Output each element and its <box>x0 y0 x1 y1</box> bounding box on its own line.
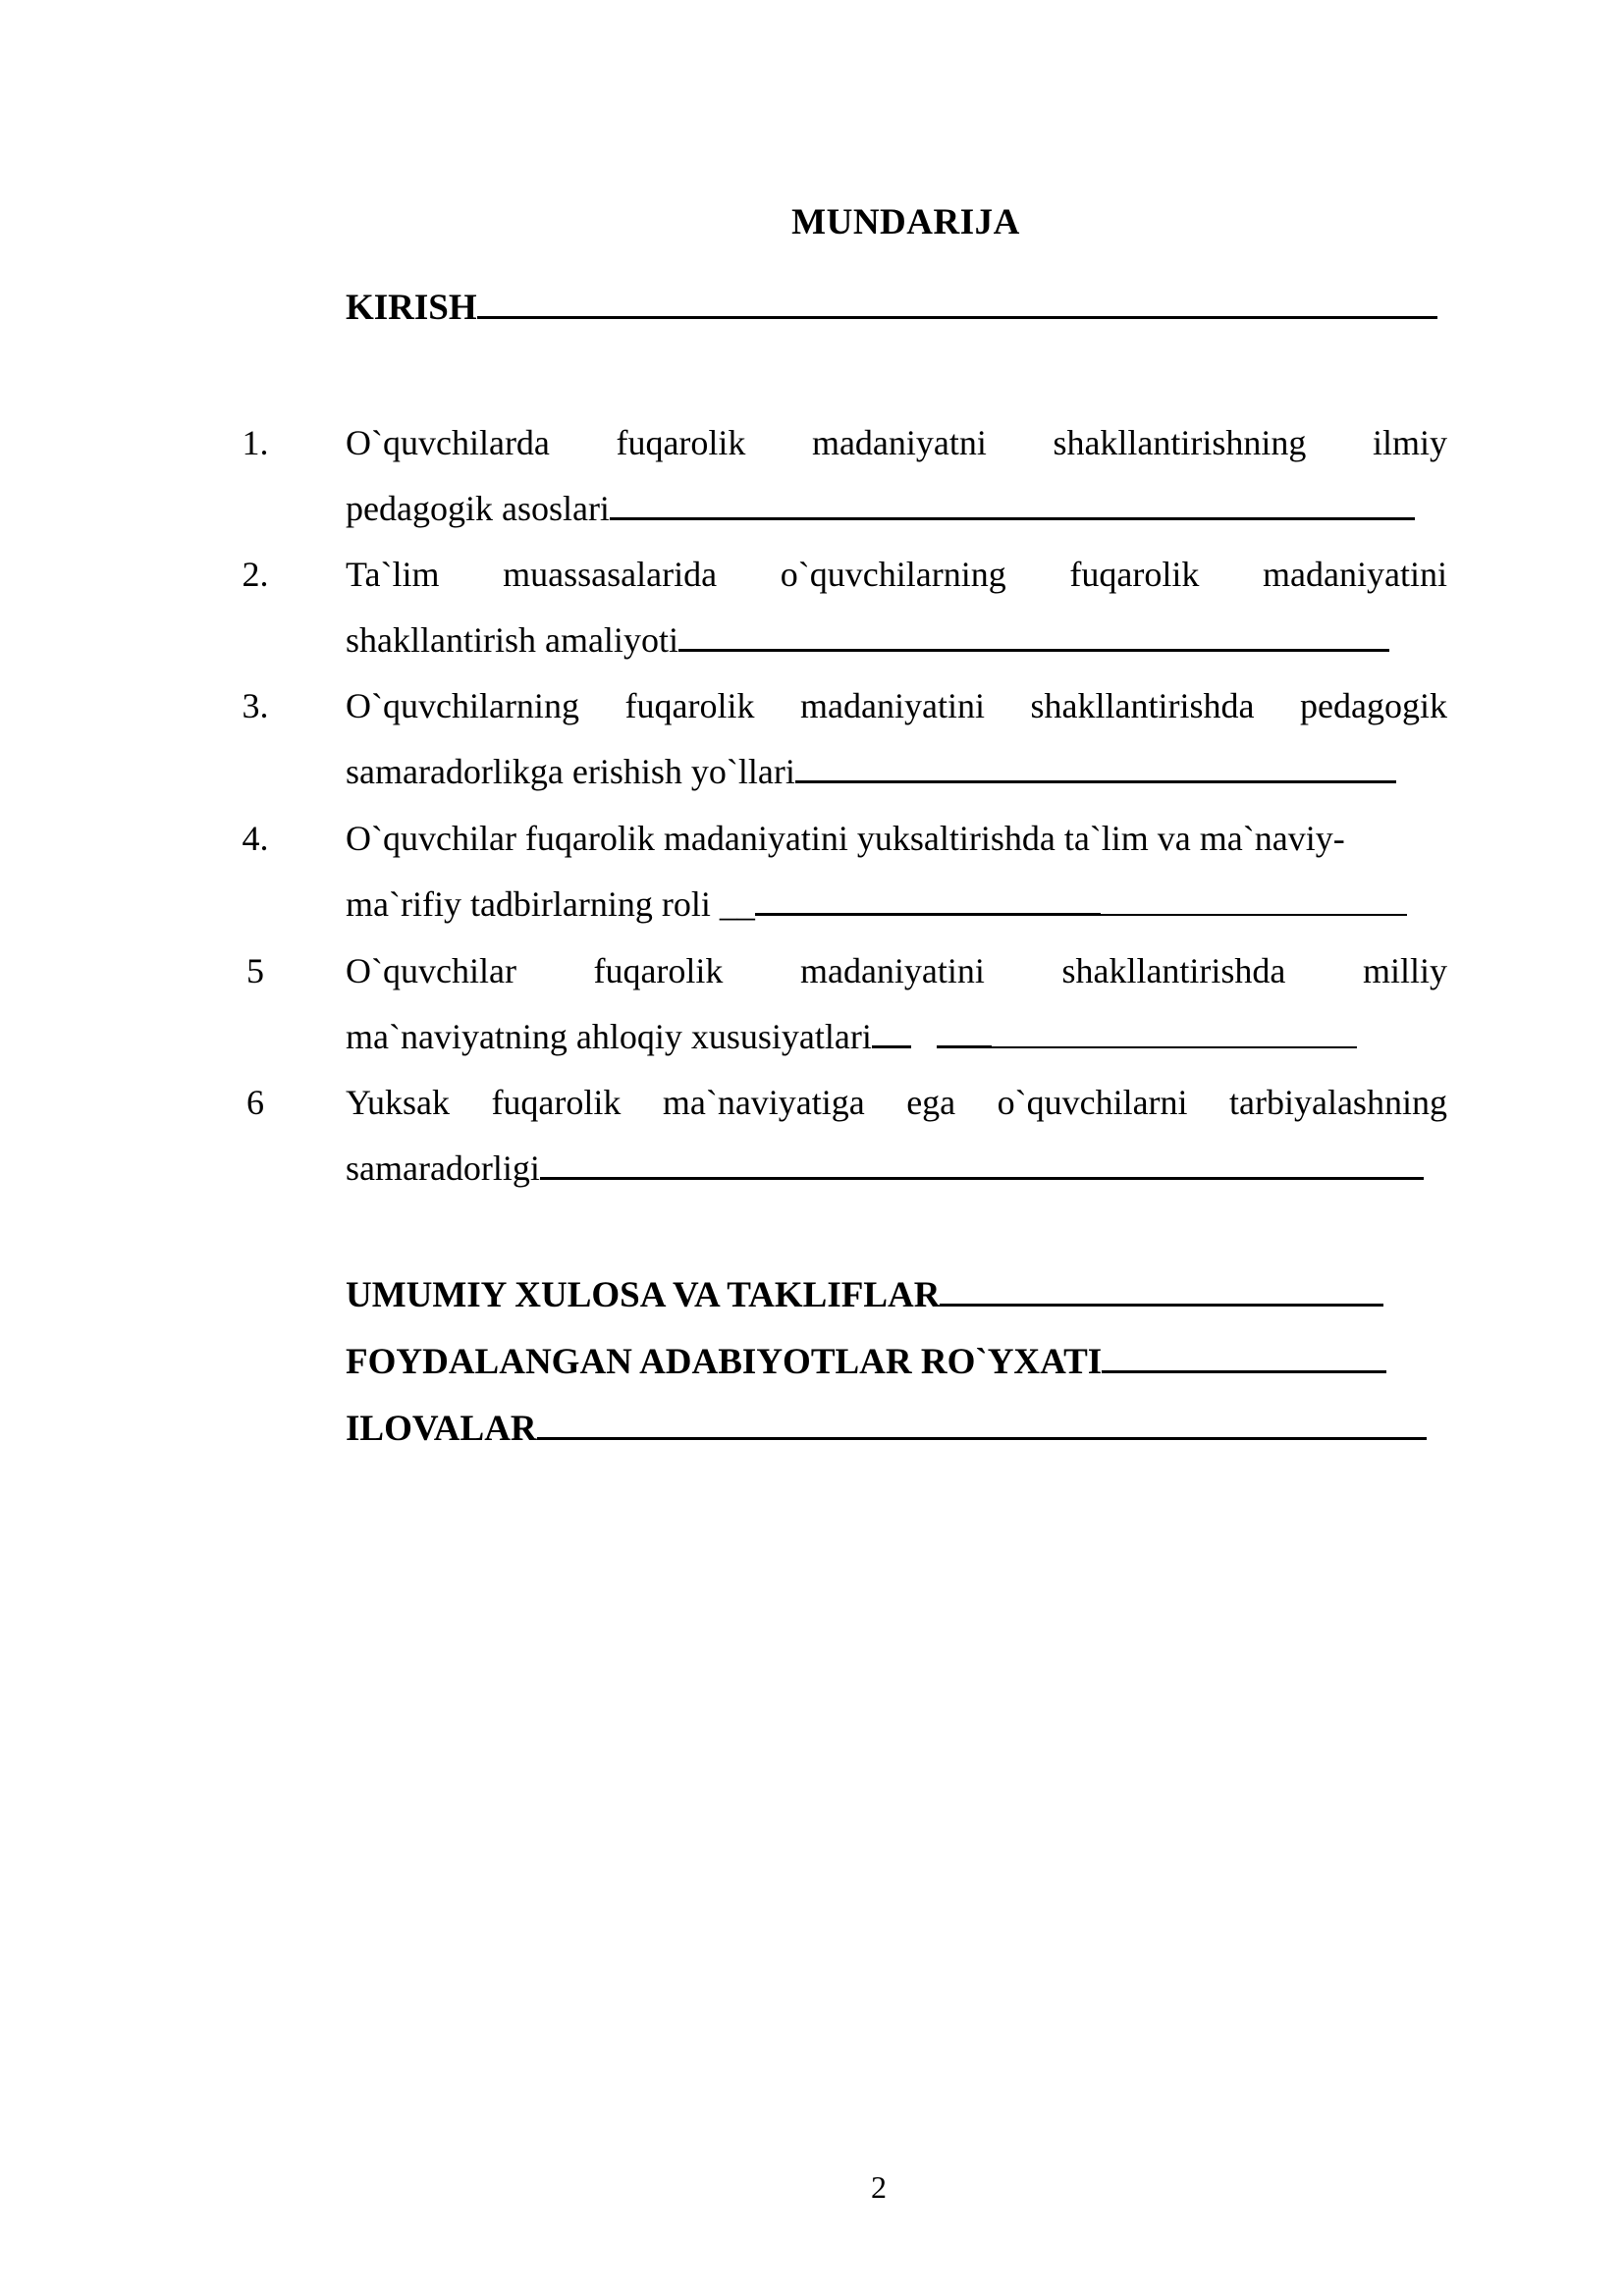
entry-word: ilmiy <box>1372 423 1447 462</box>
entry-word: tarbiyalashning <box>1229 1083 1447 1122</box>
entry-word: o`quvchilarning <box>780 555 1006 594</box>
toc-intro-label: KIRISH <box>346 288 477 328</box>
entry-word: fuqarolik <box>624 686 755 725</box>
entry-title-line2: ma`rifiy tadbirlarning roli __ <box>346 883 1407 925</box>
entry-word: ega <box>906 1083 956 1122</box>
leader-line <box>1101 913 1407 916</box>
leader-line <box>872 1044 911 1048</box>
entry-title-line1 <box>346 1082 1447 1123</box>
entry-word: fuqarolik <box>593 951 724 990</box>
entry-word: madaniyatini <box>799 951 985 990</box>
entry-word: o`quvchilarni <box>997 1083 1188 1122</box>
entry-title-line1 <box>346 950 1447 991</box>
entry-word: fuqarolik <box>491 1083 622 1122</box>
entry-number: 6 <box>246 1083 264 1122</box>
entry-word: shakllantirishda <box>1061 951 1286 990</box>
entry-title-line2: pedagogik asoslari <box>346 488 1415 529</box>
entry-word: madaniyatini <box>800 686 985 725</box>
entry-word: shakllantirishning <box>1053 423 1307 462</box>
entry-word: O`quvchilarda <box>346 423 550 462</box>
toc-appendix-label: ILOVALAR <box>346 1409 537 1449</box>
entry-word: Ta`lim <box>346 555 440 594</box>
entry-word: milliy <box>1362 951 1447 990</box>
leader-line <box>940 1303 1383 1307</box>
entry-word: O`quvchilar <box>346 951 516 990</box>
leader-line <box>540 1176 1424 1180</box>
toc-intro <box>346 287 1437 330</box>
entry-word: fuqarolik <box>616 423 746 462</box>
leader-line <box>537 1436 1427 1440</box>
toc-references-label: FOYDALANGAN ADABIYOTLAR RO`YXATI <box>346 1342 1103 1382</box>
entry-word: madaniyatini <box>1263 555 1447 594</box>
entry-word: shakllantirishda <box>1030 686 1255 725</box>
entry-word: O`quvchilar fuqarolik madaniyatini yuksaltirishda ta`lim va ma`naviy- <box>346 819 1345 858</box>
entry-number: 3. <box>242 686 269 725</box>
entry-word: ma`naviyatiga <box>662 1083 865 1122</box>
entry-title-line2: samaradorlikga erishish yo`llari <box>346 751 1396 792</box>
toc-title: MUNDARIJA <box>791 202 1020 242</box>
entry-title-line1 <box>346 685 1447 726</box>
entry-number: 1. <box>242 423 269 462</box>
entry-word: Yuksak <box>346 1083 450 1122</box>
toc-conclusion-label: UMUMIY XULOSA VA TAKLIFLAR <box>346 1275 941 1315</box>
entry-title-line1 <box>346 818 1447 859</box>
entry-word: fuqarolik <box>1069 555 1200 594</box>
leader-line <box>755 912 1101 916</box>
leader-line <box>937 1044 992 1048</box>
leader-line <box>678 648 1389 652</box>
entry-word: muassasalarida <box>503 555 718 594</box>
toc-conclusion <box>346 1274 1383 1317</box>
entry-number: 5 <box>246 951 264 990</box>
leader-line <box>610 516 1415 520</box>
leader-line <box>795 779 1396 783</box>
toc-references <box>346 1341 1386 1384</box>
entry-title-line1 <box>346 554 1447 595</box>
entry-title-line2: samaradorligi <box>346 1148 1424 1189</box>
entry-title-line2: shakllantirish amaliyoti <box>346 619 1389 661</box>
leader-line <box>1102 1369 1386 1373</box>
entry-title-line1 <box>346 422 1447 463</box>
entry-word: pedagogik <box>1300 686 1447 725</box>
entry-number: 4. <box>242 819 269 858</box>
entry-title-line2: ma`naviyatning ahloqiy xususiyatlari <box>346 1016 1357 1057</box>
page-number: 2 <box>871 2169 887 2205</box>
leader-line <box>992 1045 1357 1048</box>
entry-word: O`quvchilarning <box>346 686 579 725</box>
entry-number: 2. <box>242 555 269 594</box>
leader-line <box>477 315 1437 319</box>
toc-appendix <box>346 1408 1427 1451</box>
entry-word: madaniyatni <box>811 423 987 462</box>
